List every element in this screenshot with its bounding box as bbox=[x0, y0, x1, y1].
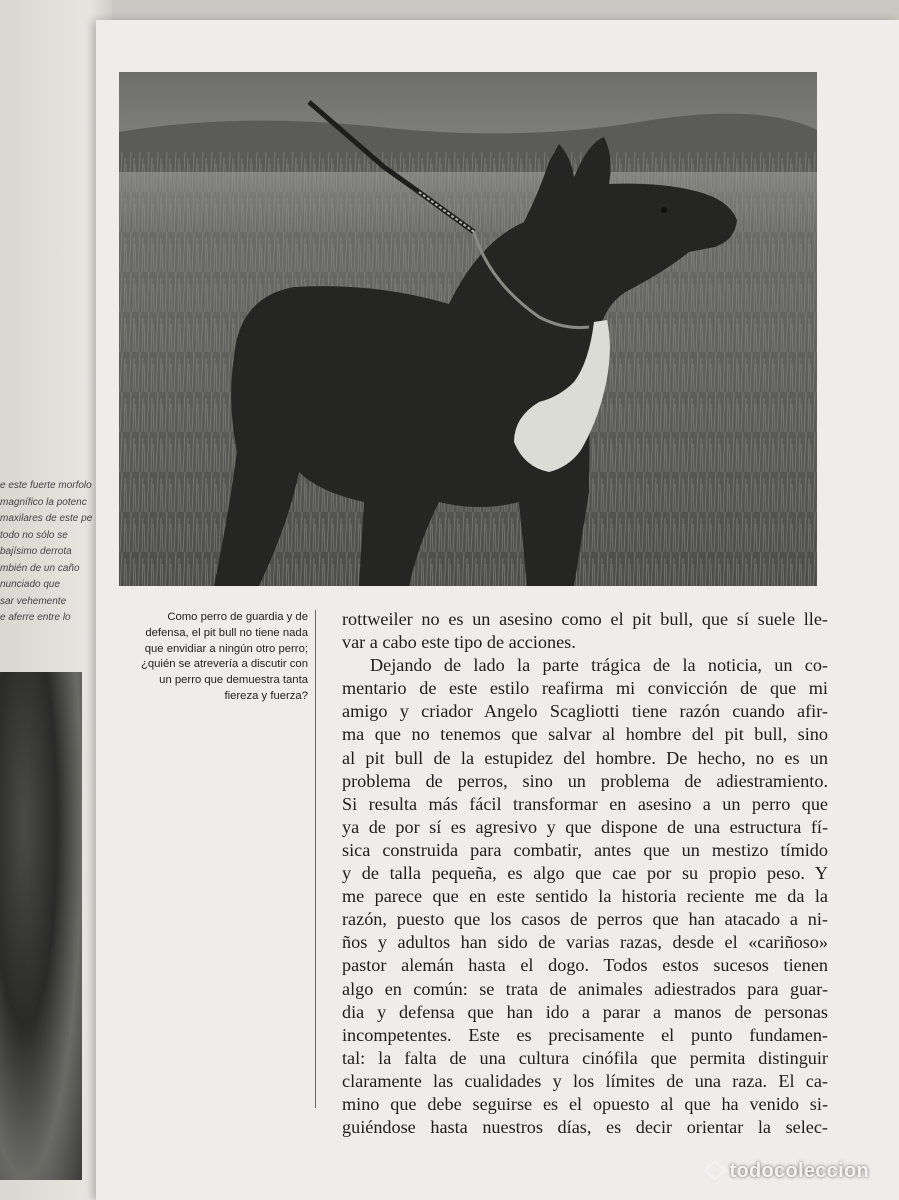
column-divider bbox=[315, 610, 316, 1108]
todocoleccion-logo-icon bbox=[704, 1160, 726, 1180]
body-line: mentario de este estilo reafirma mi convicción de que mi bbox=[342, 678, 828, 699]
body-line: amigo y criador Angelo Scagliotti tiene razón cuando afir- bbox=[342, 701, 828, 722]
watermark-text: todocoleccion bbox=[729, 1160, 869, 1182]
body-text bbox=[342, 608, 828, 1139]
caption-line: Como perro de guardia y de bbox=[167, 611, 308, 623]
facing-page-line: todo no sólo se bbox=[0, 529, 68, 541]
facing-page-text bbox=[0, 478, 96, 627]
facing-page-line: sar vehemente bbox=[0, 595, 67, 607]
body-line: algo en común: se trata de animales adiestrados para guar- bbox=[342, 978, 828, 999]
body-line: pastor alemán hasta el dogo. Todos estos sucesos tienen bbox=[342, 955, 828, 976]
caption-line: ¿quién se atrevería a discutir con bbox=[140, 658, 308, 671]
body-line: var a cabo este tipo de acciones. bbox=[342, 632, 576, 653]
body-line: al pit bull de la estupidez del hombre. De hecho, no es un bbox=[342, 747, 828, 768]
body-line: ya de por sí es agresivo y que dispone de una estructura fí- bbox=[342, 816, 828, 837]
body-line: incompetentes. Este es precisamente el punto fundamen- bbox=[342, 1024, 828, 1045]
photo-caption bbox=[118, 610, 308, 705]
dog-photo bbox=[119, 72, 817, 586]
facing-page-line: nunciado que bbox=[0, 579, 61, 590]
facing-page-line: magnífico la potenc bbox=[0, 496, 87, 508]
body-line: y de talla pequeña, es algo que cae por su propio peso. Y bbox=[342, 863, 828, 884]
body-line: ños y adultos han sido de varias razas, desde el «cariñoso» bbox=[342, 932, 828, 953]
body-line: dia y defensa que han ido a parar a manos de personas bbox=[342, 1001, 828, 1022]
body-line: me parece que en este sentido la historia reciente me da la bbox=[342, 886, 828, 907]
facing-page-line: bajísimo derrota bbox=[0, 546, 72, 557]
body-line: tal: la falta de una cultura cinófila que permita distinguir bbox=[342, 1047, 828, 1068]
caption-line: un perro que demuestra tanta bbox=[159, 674, 308, 687]
facing-page-line: e aferre entre lo bbox=[0, 612, 71, 623]
watermark bbox=[704, 1160, 869, 1183]
caption-line: que envidiar a ningún otro perro; bbox=[144, 642, 308, 655]
facing-page-line: e este fuerte morfolo bbox=[0, 480, 92, 491]
body-line: razón, puesto que los casos de perros que han atacado a ni- bbox=[342, 909, 828, 930]
body-line: claramente las cualidades y los límites de una raza. El ca- bbox=[342, 1070, 828, 1091]
caption-line: fiereza y fuerza? bbox=[224, 689, 308, 702]
body-line: ma que no tenemos que salvar al hombre del pit bull, sino bbox=[342, 724, 828, 745]
facing-page-line: mbién de un caño bbox=[0, 562, 80, 574]
caption-line: defensa, el pit bull no tiene nada bbox=[145, 626, 308, 639]
body-line: problema de perros, sino un problema de adiestramiento. bbox=[342, 770, 828, 791]
body-line: sica construida para combatir, antes que un mestizo tímido bbox=[342, 839, 828, 860]
facing-page-line: maxilares de este pe bbox=[0, 513, 93, 524]
body-line: Dejando de lado la parte trágica de la noticia, un co- bbox=[370, 655, 828, 676]
facing-page-photo bbox=[0, 672, 82, 1180]
body-line: guiéndose hasta nuestros días, es decir orientar la selec- bbox=[342, 1117, 828, 1138]
body-line: mino que debe seguirse es el opuesto al que ha venido si- bbox=[342, 1093, 828, 1114]
body-line: Si resulta más fácil transformar en asesino a un perro que bbox=[342, 793, 828, 814]
body-line: rottweiler no es un asesino como el pit bull, que sí suele lle- bbox=[342, 609, 828, 629]
